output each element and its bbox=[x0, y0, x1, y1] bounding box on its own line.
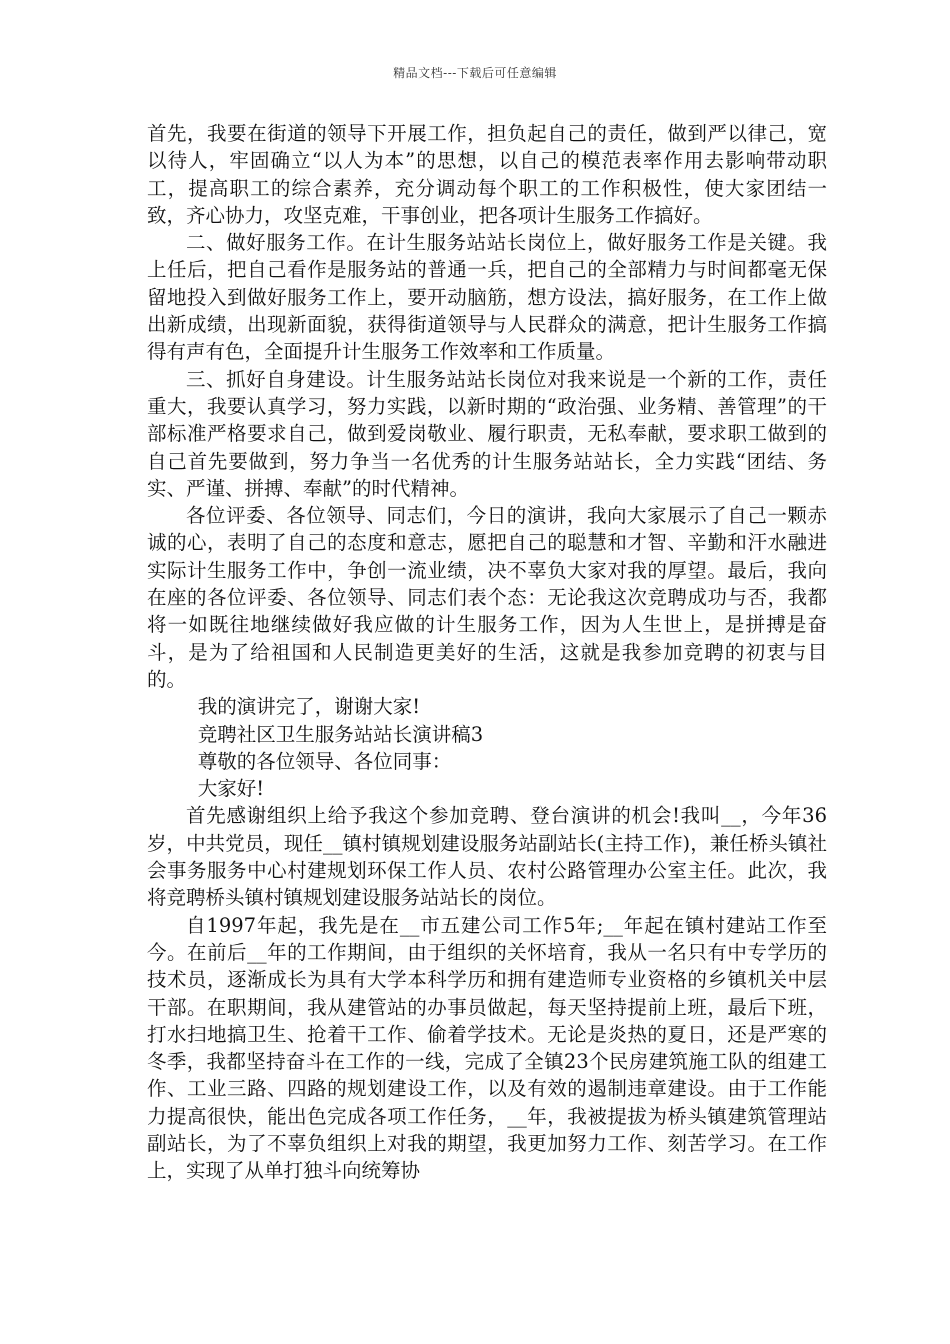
paragraph: 首先感谢组织上给予我这个参加竞聘、登台演讲的机会!我叫__，今年36岁，中共党员，现任__镇村镇规划建设服务站副站长(主持工作)，兼任桥头镇社会事务服务中心村建规划环保工作人员、农村公路管理办公室主任。此次，我将竞聘桥头镇村镇规划建设服务站站长的岗位。 bbox=[147, 804, 827, 910]
section-title: 竞聘社区卫生服务站站长演讲稿3 bbox=[197, 722, 484, 746]
paragraph: 自1997年起，我先是在__市五建公司工作5年;__年起在镇村建站工作至今。在前后__年的工作期间，由于组织的关怀培育，我从一名只有中专学历的技术员，逐渐成长为具有大学本科学历和拥有建造师专业资格的乡镇机关中层干部。在职期间，我从建管站的办事员做起，每天坚持提前上班，最后下班，打水扫地搞卫生、抢着干工作、偷着学技术。无论是炎热的夏日，还是严寒的冬季，我都坚持奋斗在工作的一线，完成了全镇23个民房建筑施工队的组建工作、工业三路、四路的规划建设工作，以及有效的遏制违章建设。由于工作能力提高很快，能出色完成各项工作任务，__年，我被提拔为桥头镇建筑管理站副站长，为了不辜负组织上对我的期望，我更加努力工作、刻苦学习。在工作上，实现了从单打独斗向统筹协 bbox=[147, 913, 827, 1183]
paragraph: 各位评委、各位领导、同志们，今日的演讲，我向大家展示了自己一颗赤诚的心，表明了自己的态度和意志，愿把自己的聪慧和才智、辛勤和汗水融进实际计生服务工作中，争创一流业绩，决不辜负大家对我的厚望。最后，我向在座的各位评委、各位领导、同志们表个态：无论我这次竞聘成功与否，我都将一如既往地继续做好我应做的计生服务工作，因为人生世上，是拼搏是奋斗，是为了给祖国和人民制造更美好的生活，这就是我参加竞聘的初衷与目的。 bbox=[147, 504, 827, 691]
closing-line: 我的演讲完了，谢谢大家! bbox=[197, 695, 421, 719]
paragraph: 二、做好服务工作。在计生服务站站长岗位上，做好服务工作是关键。我上任后，把自己看作是服务站的普通一兵，把自己的全部精力与时间都毫无保留地投入到做好服务工作上，要开动脑筋，想方设法，搞好服务，在工作上做出新成绩，出现新面貌，获得街道领导与人民群众的满意，把计生服务工作搞得有声有色，全面提升计生服务工作效率和工作质量。 bbox=[147, 231, 827, 364]
paragraph: 首先，我要在街道的领导下开展工作，担负起自己的责任，做到严以律己，宽以待人，牢固确立“以人为本”的思想，以自己的模范表率作用去影响带动职工，提高职工的综合素养，充分调动每个职工的工作积极性，使大家团结一致，齐心协力，攻坚克难，干事创业，把各项计生服务工作搞好。 bbox=[147, 122, 827, 227]
paragraph: 三、抓好自身建设。计生服务站站长岗位对我来说是一个新的工作，责任重大，我要认真学习，努力实践，以新时期的“政治强、业务精、善管理”的干部标准严格要求自己，做到爱岗敬业、履行职责，无私奉献，要求职工做到的自己首先要做到，努力争当一名优秀的计生服务站站长，全力实践“团结、务实、严谨、拼搏、奉献”的时代精神。 bbox=[147, 367, 827, 500]
document-body bbox=[147, 120, 827, 1185]
greeting: 大家好! bbox=[197, 777, 265, 801]
salutation: 尊敬的各位领导、各位同事： bbox=[197, 749, 452, 773]
page-header: 精品文档---下载后可任意编辑 bbox=[393, 66, 557, 80]
